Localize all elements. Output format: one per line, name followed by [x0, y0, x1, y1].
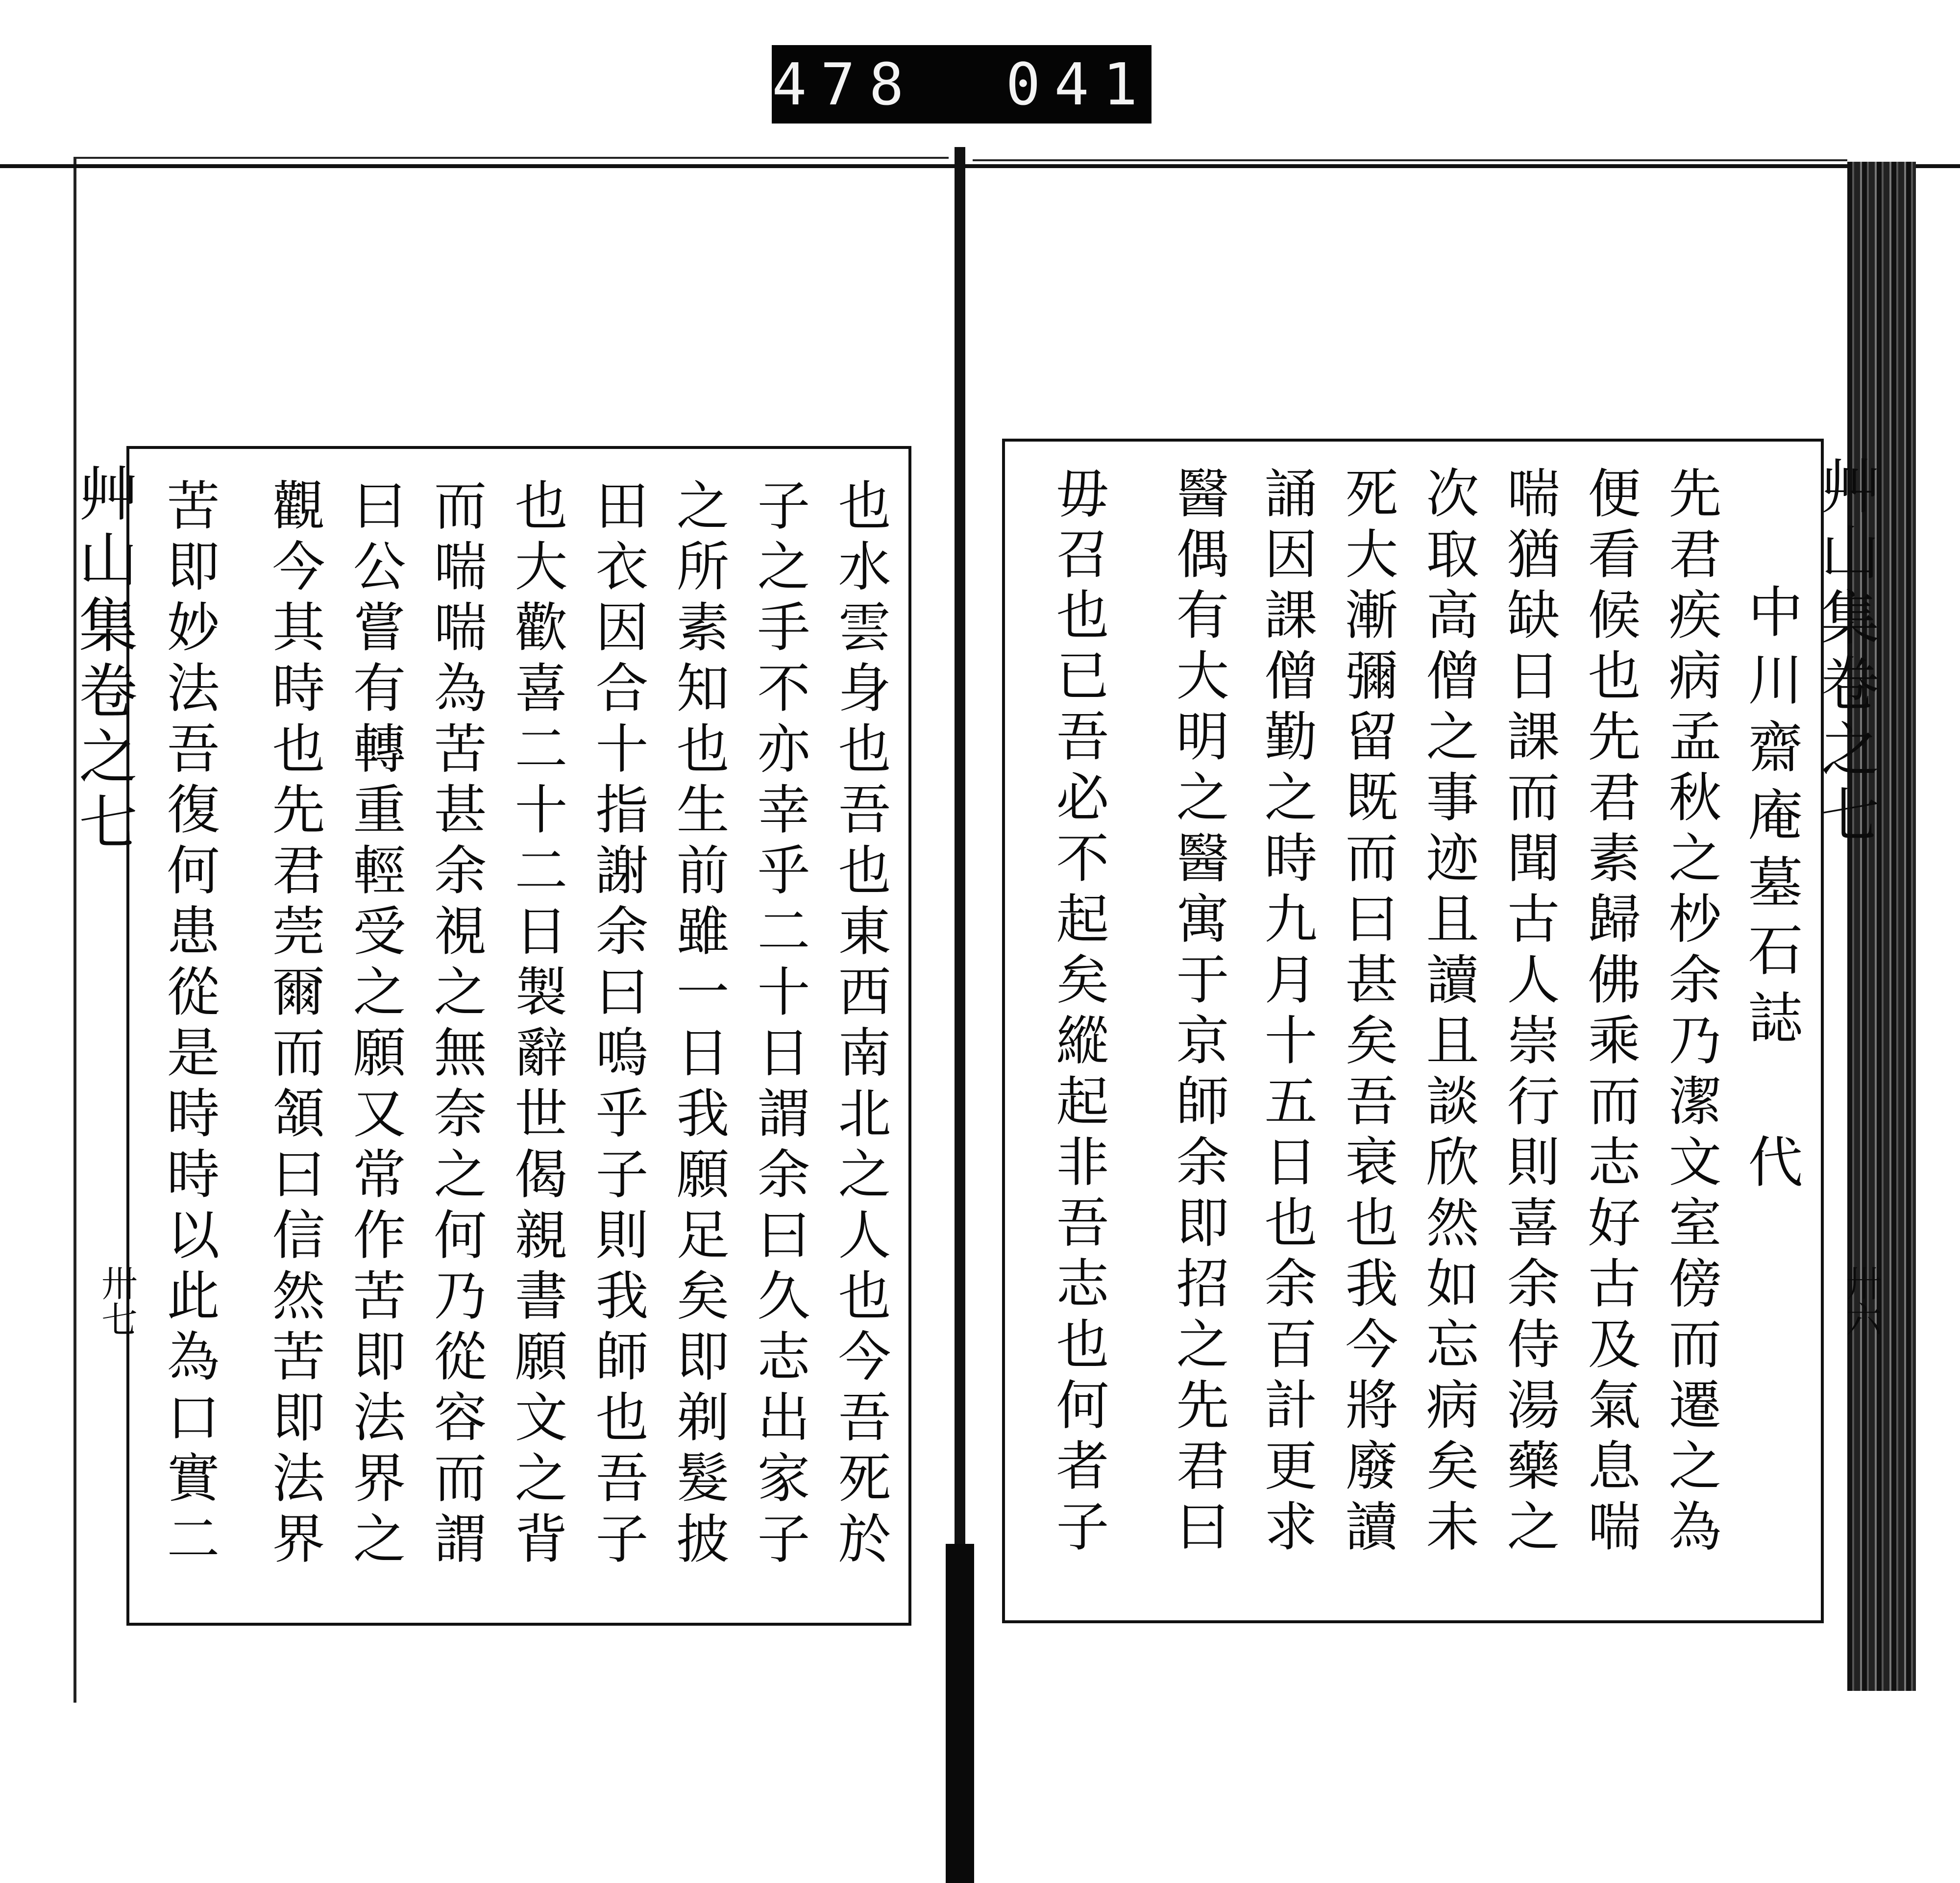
right-column-3: 喘猶缺日課而聞古人崇行則喜余侍湯藥之	[1498, 466, 1559, 1560]
left-column-2: 子之手不亦幸乎二十日謂余曰久志出家子	[748, 478, 809, 1572]
call-number-shelf: 478	[772, 50, 918, 118]
right-column-2: 便看候也先君素歸佛乘而志好古及氣息喘	[1579, 466, 1640, 1560]
left-column-1: 也水雲身也吾也東西南北之人也今吾死於	[829, 478, 890, 1572]
call-number-item: 041	[1005, 50, 1152, 118]
right-column-5: 死大漸彌留既而曰甚矣吾衰也我今將廢讀	[1336, 466, 1397, 1560]
left-margin-title: 艸山集	[69, 463, 137, 660]
left-margin-volume: 卷之七	[69, 660, 137, 857]
left-column-4: 田衣因合十指謝余曰嗚乎子則我師也吾子	[587, 478, 648, 1572]
left-column-9: 苦即妙法吾復何患從是時時以此為口實二	[158, 478, 219, 1572]
left-column-6: 而喘喘為苦甚余視之無奈之何乃從容而謂	[425, 478, 486, 1572]
right-column-7: 醫偶有大明之醫寓于京師余即招之先君曰	[1167, 466, 1228, 1560]
essay-title: 中川齋庵墓石誌 代	[1739, 583, 1803, 1201]
right-column-1: 先君疾病孟秋之杪余乃潔文室傍而遷之為	[1660, 466, 1721, 1560]
left-margin-header	[69, 463, 137, 857]
left-column-3: 之所素知也生前雖一日我願足矣即剃髮披	[667, 478, 729, 1572]
right-margin-header	[1811, 456, 1879, 850]
left-column-7: 曰公嘗有轉重輕受之願又常作苦即法界之	[344, 478, 405, 1572]
right-margin-volume: 卷之七	[1811, 653, 1879, 850]
book-page-edges	[1847, 162, 1916, 1691]
call-number-label	[772, 45, 1152, 124]
top-rule	[0, 164, 1960, 168]
right-margin-folio: 卅六	[1840, 1264, 1882, 1337]
left-column-5: 也大歡喜二十二日製辭世偈親書願文之背	[506, 478, 567, 1572]
right-margin-title: 艸山集	[1811, 456, 1879, 653]
right-column-4: 次取高僧之事迹且讀且談欣然如忘病矣未	[1417, 466, 1478, 1560]
binding-thread-bottom	[946, 1544, 974, 1883]
left-margin-folio: 卅七	[96, 1264, 138, 1337]
left-column-8: 觀今其時也先君莞爾而頷曰信然苦即法界	[263, 478, 324, 1572]
right-column-6: 誦因課僧勤之時九月十五日也余百計更求	[1255, 466, 1317, 1560]
right-column-8: 毋召也已吾必不起矣縱起非吾志也何者子	[1047, 466, 1108, 1560]
